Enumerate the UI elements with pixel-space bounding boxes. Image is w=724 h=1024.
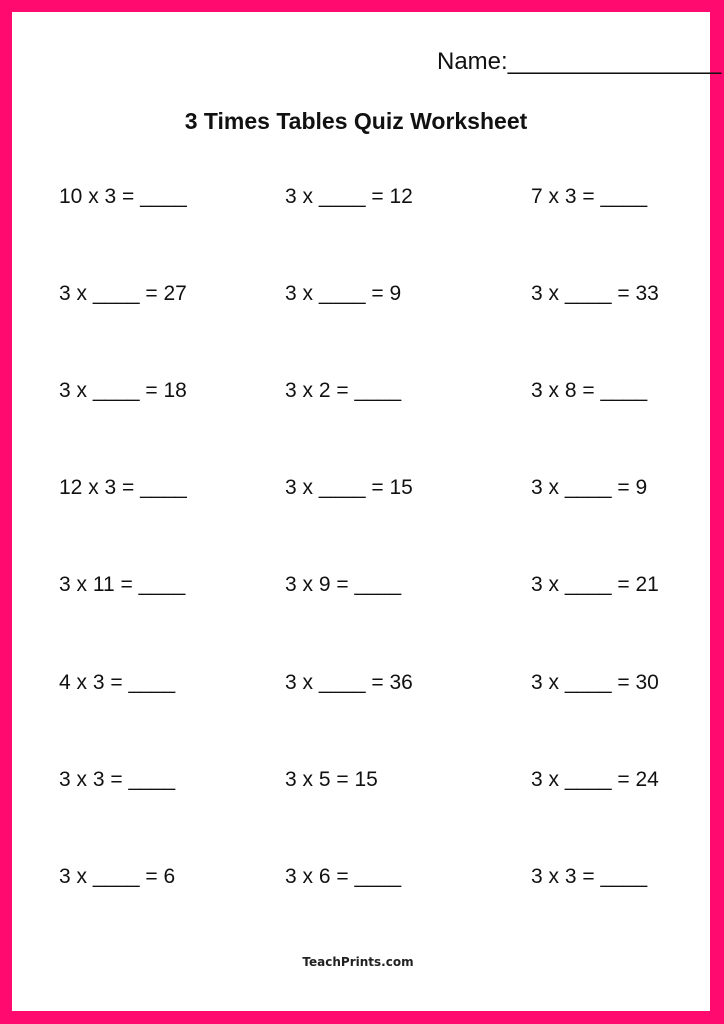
question-item[interactable]: 3 x 9 = ____ xyxy=(285,573,402,596)
question-item[interactable]: 3 x ____ = 36 xyxy=(285,671,413,694)
question-item[interactable]: 7 x 3 = ____ xyxy=(531,185,648,208)
question-item[interactable]: 3 x ____ = 12 xyxy=(285,185,413,208)
question-item[interactable]: 3 x 3 = ____ xyxy=(59,768,176,791)
name-field[interactable]: Name:________________ xyxy=(437,48,722,75)
question-item[interactable]: 3 x ____ = 9 xyxy=(531,476,648,499)
question-item[interactable]: 3 x ____ = 9 xyxy=(285,282,402,305)
questions-grid xyxy=(12,12,710,1011)
question-item[interactable]: 3 x ____ = 27 xyxy=(59,282,187,305)
question-item[interactable]: 3 x ____ = 6 xyxy=(59,865,176,888)
question-item[interactable]: 3 x ____ = 15 xyxy=(285,476,413,499)
question-item[interactable]: 4 x 3 = ____ xyxy=(59,671,176,694)
question-item[interactable]: 3 x ____ = 24 xyxy=(531,768,659,791)
question-item[interactable]: 3 x 5 = 15 xyxy=(285,768,378,791)
question-item[interactable]: 3 x ____ = 30 xyxy=(531,671,659,694)
question-item[interactable]: 3 x ____ = 21 xyxy=(531,573,659,596)
worksheet-page xyxy=(12,12,722,1011)
question-item[interactable]: 3 x 11 = ____ xyxy=(59,573,186,596)
question-item[interactable]: 3 x 3 = ____ xyxy=(531,865,648,888)
question-item[interactable]: 10 x 3 = ____ xyxy=(59,185,187,208)
footer-credit: TeachPrints.com xyxy=(302,955,414,969)
question-item[interactable]: 3 x ____ = 18 xyxy=(59,379,187,402)
question-item[interactable]: 12 x 3 = ____ xyxy=(59,476,187,499)
question-item[interactable]: 3 x ____ = 33 xyxy=(531,282,659,305)
question-item[interactable]: 3 x 2 = ____ xyxy=(285,379,402,402)
question-item[interactable]: 3 x 8 = ____ xyxy=(531,379,648,402)
question-item[interactable]: 3 x 6 = ____ xyxy=(285,865,402,888)
worksheet-title: 3 Times Tables Quiz Worksheet xyxy=(184,108,528,134)
